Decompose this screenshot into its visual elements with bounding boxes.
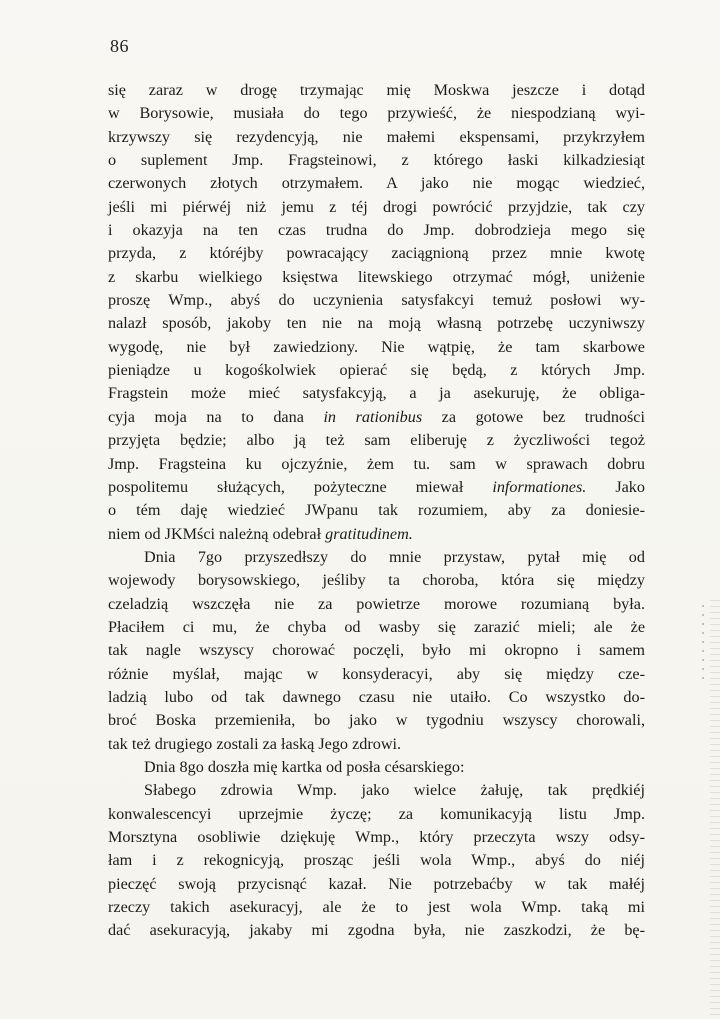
text-line: i okazyja na ten czas trudna do Jmp. dobrodzieja mego się [108,221,645,240]
text-line [108,476,645,499]
text-line: rzeczy takich asekuracyj, ale że to jest wola Wmp. taką mi [108,898,645,917]
text-line: Słabego zdrowia Wmp. jako wielce żałuję, tak prędkiéj [144,781,645,800]
text-line: łam i z rekognicyją, prosząc jeśli wola Wmp., abyś do niéj [108,851,645,870]
text-line: się zaraz w drogę trzymając mię Moskwa jeszcze i dotąd [108,81,645,99]
text-line: wygodę, nie był zawiedziony. Nie wątpię, że tam skarbowe [108,337,645,356]
text-line: Fragstein może mieć satysfakcyją, a ja asekuruję, że obliga- [108,384,645,403]
text-line: proszę Wmp., abyś do uczynienia satysfakcyi temuż posłowi wy- [108,291,645,310]
text-line: wojewody borysowskiego, jeśliby ta choroba, która się między [108,571,645,590]
text-line: czerwonych złotych otrzymałem. A jako nie mogąc wiedzieć, [108,174,645,193]
text-line [108,523,645,546]
text-segment: cyja moja na to dana [108,407,324,426]
text-line: przyjęta będzie; albo ją też sam eliberuję z życzliwości tegoż [108,431,645,450]
text-line: Płaciłem ci mu, że chyba od wasby się zarazić mieli; ale że [108,617,645,636]
text-line: przyda, z któréjby powracający zaciągnioną przez mnie kwotę [108,244,645,263]
scan-edge-artifact [710,600,720,1019]
text-line: broć Boska przemieniła, bo jako w tygodniu wszyscy chorowali, [108,711,645,730]
text-segment: za gotowe bez trudności [422,407,645,426]
text-line: nalazł sposób, jakoby ten nie na moją własną potrzebę uczyniwszy [108,314,645,333]
scan-margin-marks [702,605,704,685]
text-line: pieniądze u kogośkolwiek opierać się będą, z których Jmp. [108,361,645,380]
text-line: krzywszy się rezydencyją, nie małemi ekspensami, przykrzyłem [108,127,645,146]
page-number: 86 [110,36,129,56]
text-line [108,406,645,429]
text-line: czeladzią wszczęła nie za powietrze morowe rozumianą była. [108,594,645,613]
text-line: o tém daję wiedzieć JWpanu tak rozumiem, aby za doniesie- [108,501,645,520]
text-line: Dnia 8go doszła mię kartka od posła césarskiego: [144,757,465,776]
text-line: tak też drugiego zostali za łaską Jego zdrowi. [108,734,402,753]
text-line: o suplement Jmp. Fragsteinowi, z którego łaski kilkadziesiąt [108,151,645,170]
text-line: pieczęć swoją przycisnąć kazał. Nie potrzebaćby w tak małéj [108,874,645,893]
text-segment: pospolitemu służących, pożyteczne miewał [108,477,493,496]
text-line: ladzią lubo od tak dawnego czasu nie utaiło. Co wszystko do- [108,687,645,706]
text-segment: Jako [586,477,645,496]
text-line: Morsztyna osobliwie dziękuję Wmp., który przeczyta wszy odsy- [108,828,645,846]
italic-phrase: informationes. [492,477,587,496]
text-line: dać asekuracyją, jakaby mi zgodna była, nie zaszkodzi, że bę- [108,921,645,940]
text-line: różnie myślał, mając w konsyderacyi, aby się między cze- [108,664,645,683]
text-line: Jmp. Fragsteina ku ojczyźnie, żem tu. sam w sprawach dobru [108,454,645,473]
text-line: konwalescencyi uprzejmie życzę; za komunikacyją listu Jmp. [108,804,645,823]
italic-phrase: in rationibus [323,407,423,426]
italic-phrase: gratitudinem. [325,524,413,543]
text-segment: niem od JKMści należną odebrał [108,524,326,543]
text-line: Dnia 7go przyszedłszy do mnie przystaw, pytał mię od [144,547,645,566]
text-line: w Borysowie, musiała do tego przywieść, że niespodzianą wyi- [108,104,645,123]
text-line: tak nagle wszyscy chorować poczęli, było mi okropno i samem [108,641,645,660]
text-line: jeśli mi piérwéj niż jemu z téj drogi powrócić przyjdzie, tak czy [108,197,645,216]
text-line: z skarbu wielkiego księstwa litewskiego otrzymać mógł, uniżenie [108,267,645,286]
body-text [108,79,645,943]
